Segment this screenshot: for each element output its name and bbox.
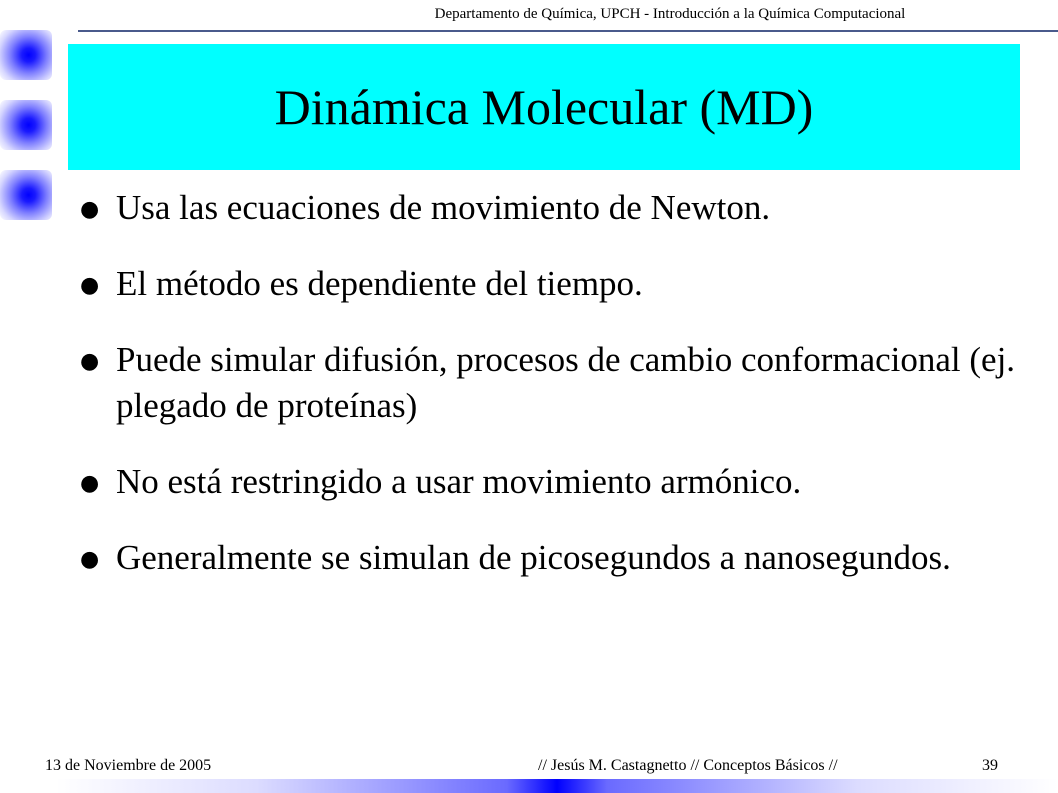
footer-author: // Jesús M. Castagnetto // Conceptos Básicos // — [538, 757, 838, 774]
bullet-text: No está restringido a usar movimiento armónico. — [116, 462, 802, 501]
bullet-dot-icon: ● — [80, 547, 100, 572]
decorative-square-icon — [0, 170, 52, 220]
bullet-dot-icon: ● — [80, 349, 100, 374]
footer-gradient-bar — [56, 779, 1058, 793]
list-item — [80, 535, 1020, 581]
list-item — [80, 459, 1020, 505]
bullet-dot-icon: ● — [80, 197, 100, 222]
list-item — [80, 337, 1020, 429]
footer-date: 13 de Noviembre de 2005 — [45, 757, 212, 774]
slide-title: Dinámica Molecular (MD) — [274, 79, 814, 135]
title-banner — [68, 44, 1020, 170]
bullet-text: Puede simular difusión, procesos de cambio conformacional (ej. plegado de proteínas) — [116, 340, 1016, 425]
page-number: 39 — [982, 757, 998, 774]
bullet-text: Generalmente se simulan de picosegundos a nanosegundos. — [116, 538, 951, 577]
header-department: Departamento de Química, UPCH - Introducción a la Química Computacional — [434, 6, 906, 22]
bullet-list — [80, 185, 1020, 611]
decorative-square-icon — [0, 100, 52, 150]
list-item — [80, 261, 1020, 307]
bullet-dot-icon: ● — [80, 273, 100, 298]
header-divider — [78, 30, 1058, 32]
list-item — [80, 185, 1020, 231]
bullet-text: El método es dependiente del tiempo. — [116, 264, 643, 303]
bullet-text: Usa las ecuaciones de movimiento de Newton. — [116, 188, 771, 227]
decorative-square-icon — [0, 30, 52, 80]
bullet-dot-icon: ● — [80, 471, 100, 496]
